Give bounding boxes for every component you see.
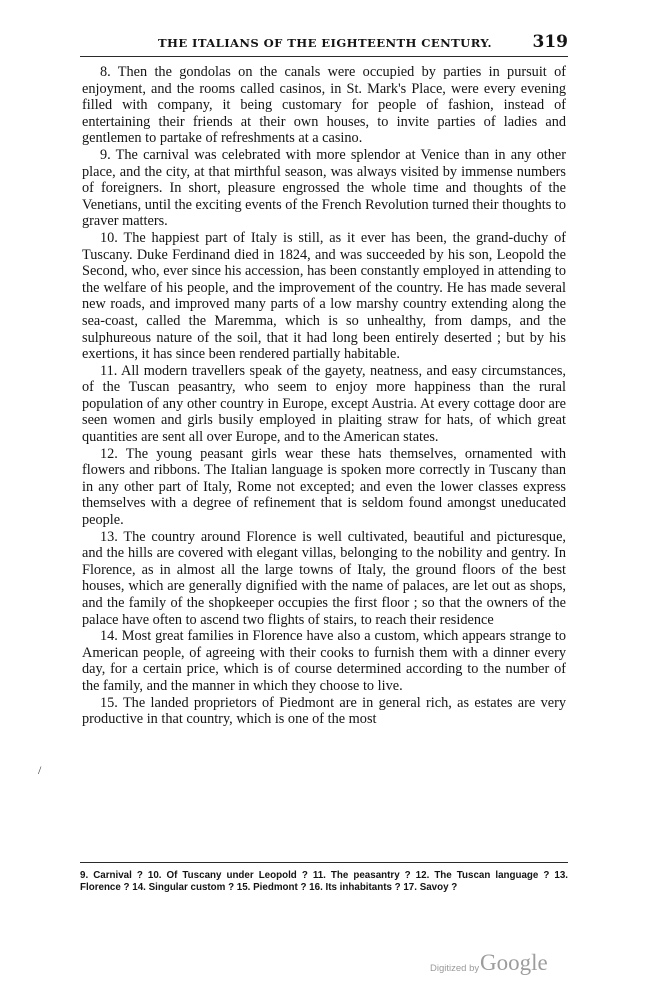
digitized-by-text: Digitized by: [430, 963, 480, 974]
paragraph-15: 15. The landed proprietors of Piedmont are in general rich, as estates are very productive in that country, which is one of the most: [82, 694, 566, 728]
running-title: THE ITALIANS OF THE EIGHTEENTH CENTURY.: [158, 36, 492, 50]
digitized-by-watermark: [430, 950, 570, 980]
paragraph-10: 10. The happiest part of Italy is still, as it ever has been, the grand-duchy of Tuscany. Duke Ferdinand died in 1824, and was succeeded by his son, Leopold the Second, who, ever since his accession, has been constantly employed in attending to the welfare of his people, and the improvement of the country. He has made several new roads, and improved many parts of a low marshy country extending along the sea-coast, called the Maremma, which is so unhealthy, from damps, and the sulphureous nature of the soil, that it had long been entirely deserted ; but by his exertions, it has since been rendered partially habitable.: [82, 229, 566, 363]
page-number: 319: [532, 32, 568, 52]
footnote-questions: 9. Carnival ? 10. Of Tuscany under Leopold ? 11. The peasantry ? 12. The Tuscan language ? 13. Florence ? 14. Singular custom ? 15. Piedmont ? 16. Its inhabitants ? 17. Savoy ?: [80, 870, 568, 893]
footnote-divider: [80, 862, 568, 863]
page-header: [80, 34, 568, 57]
paragraph-13: 13. The country around Florence is well cultivated, beautiful and picturesque, and the hills are covered with elegant villas, belonging to the nobility and gentry. In Florence, as in almost all the large towns of Italy, the ground floors of the best houses, which are generally dignified with the name of palaces, are let out as shops, and the family of the shopkeeper occupies the first floor ; so that the owners of the palace have often to ascend two flights of stairs, to reach their residence: [82, 528, 566, 628]
paragraph-8: 8. Then the gondolas on the canals were occupied by parties in pursuit of enjoyment, and the rooms called casinos, in St. Mark's Place, were every evening filled with company, it being customary for people of fashion, instead of entertaining their friends at their own houses, to invite parties of ladies and gentlemen to partake of refreshments at a casino.: [82, 64, 566, 147]
margin-mark: /: [38, 763, 42, 777]
paragraph-12: 12. The young peasant girls wear these hats themselves, ornamented with flowers and ribbons. The Italian language is spoken more correctly in Tuscany than in any other part of Italy, Rome not excepted; and even the lower classes express themselves with a degree of refinement that is seldom found amongst uneducated people.: [82, 445, 566, 529]
google-logo: Google: [480, 950, 548, 975]
paragraph-11: 11. All modern travellers speak of the gayety, neatness, and easy circumstances, of the Tuscan peasantry, who seem to enjoy more happiness than the rural population of any other country in Europe, except Austria. At every cottage door are seen women and girls busily employed in plaiting straw for hats, of which great quantities are sent all over Europe, and to the American states.: [82, 362, 566, 446]
paragraph-14: 14. Most great families in Florence have also a custom, which appears strange to American people, of agreeing with their cooks to furnish them with a dinner every day, for a certain price, which is of course determined according to the number of the family, and the manner in which they choose to live.: [82, 628, 566, 694]
body-text: [82, 64, 566, 728]
paragraph-9: 9. The carnival was celebrated with more splendor at Venice than in any other place, and the city, at that mirthful season, was always visited by immense numbers of foreigners. In short, pleasure engrossed the whole time and thoughts of the Venetians, until the exciting events of the French Revolution turned their thoughts to graver matters.: [82, 146, 567, 230]
